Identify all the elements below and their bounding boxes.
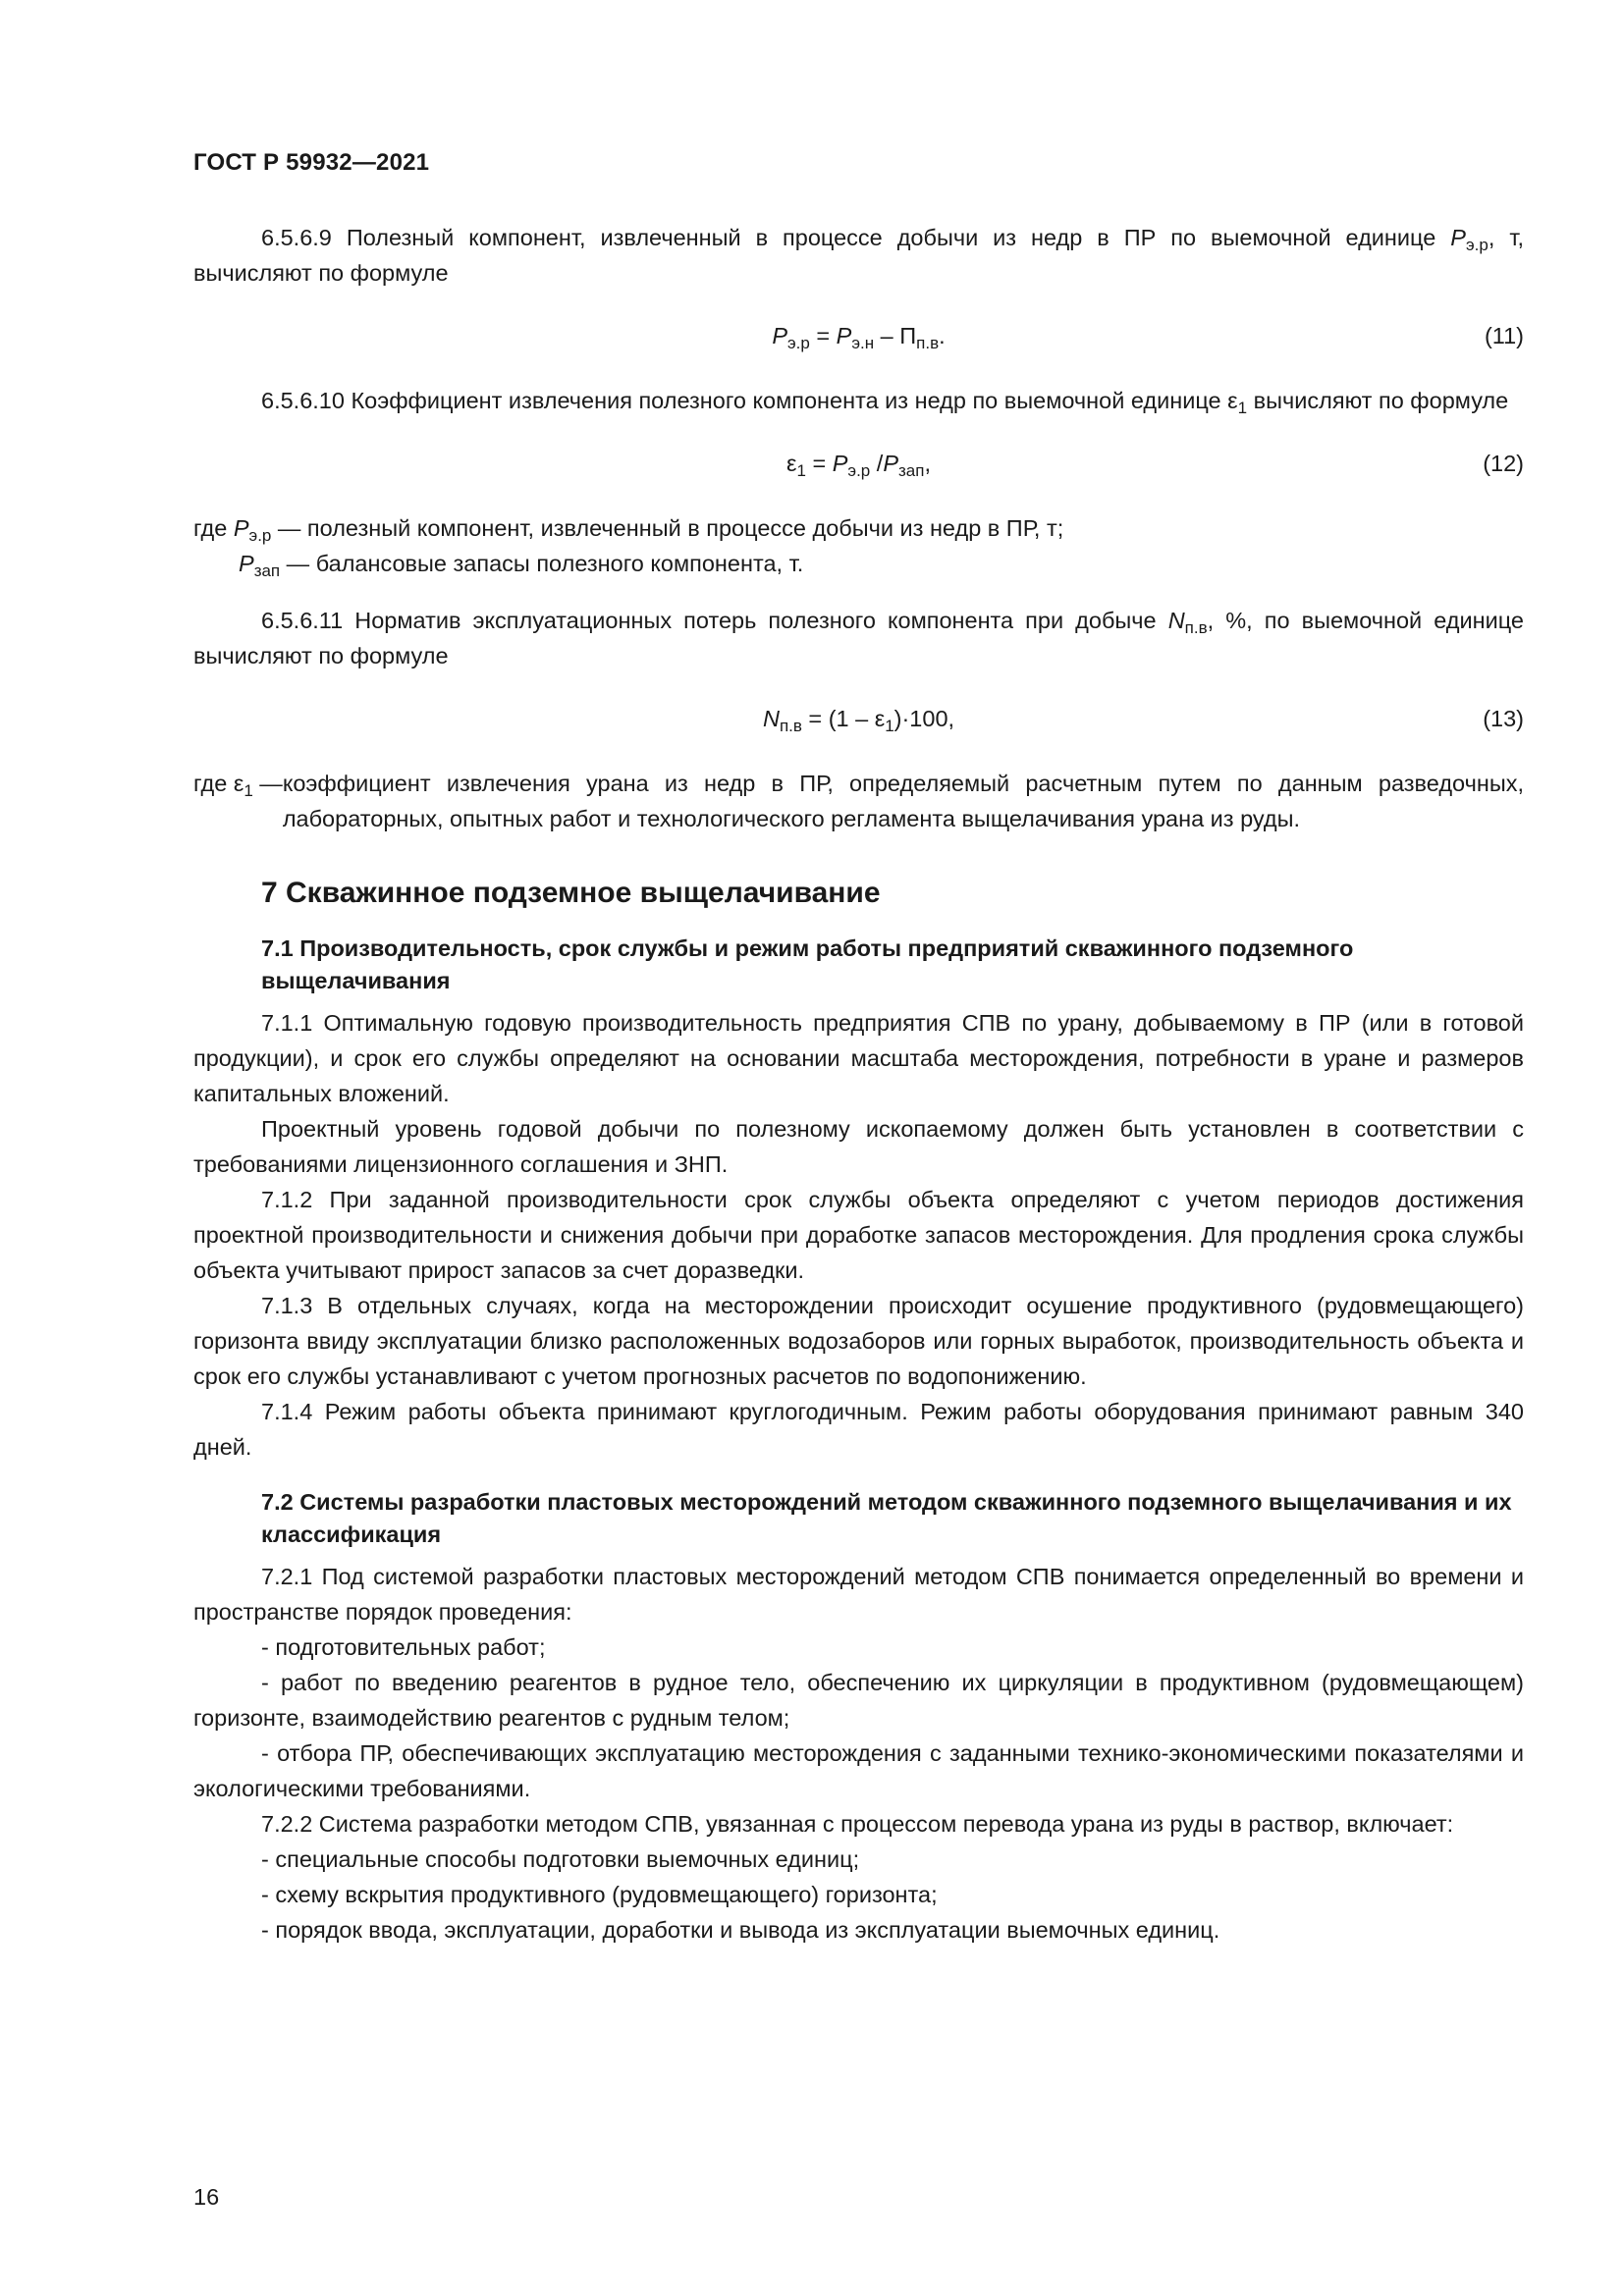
section-7-heading: 7 Скважинное подземное выщелачивание: [261, 877, 881, 909]
paragraph-7-1-2: 7.1.2 При заданной производительности срок службы объекта определяют с учетом периодов достижения проектной производительности и снижения добычи при доработке запасов месторождения. Для продления срока службы объекта учитывают прирост запасов за счет доразведки.: [193, 1187, 1524, 1283]
formula-number: (11): [1484, 323, 1524, 348]
formula-11: $P_{э.р} = P_{э.н} - П_{п.в}$. (11): [193, 318, 1524, 353]
list-item: - специальные способы подготовки выемочных единиц;: [261, 1846, 860, 1872]
list-item: - работ по введению реагентов в рудное тело, обеспечению их циркуляции в продуктивном (рудовмещающем) горизонте, взаимодействию реагентов с рудным телом;: [193, 1670, 1524, 1731]
where-block-12: где $P_{э.р}$ — полезный компонент, извлеченный в процессе добычи из недр в ПР, т; $P_{зап}$ — балансовые запасы полезного компонента, т.: [193, 515, 1064, 580]
list-item: - отбора ПР, обеспечивающих эксплуатацию месторождения с заданными технико-экономическими показателями и экологическими требованиями.: [193, 1740, 1524, 1801]
list-item: - подготовительных работ;: [261, 1634, 546, 1660]
list-item: - схему вскрытия продуктивного (рудовмещающего) горизонта;: [261, 1882, 938, 1907]
paragraph-6-5-6-11: 6.5.6.11 Норматив эксплуатационных потерь полезного компонента при добыче $N_{п.в}$, %, по выемочной единице вычисляют по формуле: [193, 608, 1524, 668]
formula-12: $\varepsilon_1 = P_{э.р}$ $/P_{зап}$, (12): [193, 446, 1524, 481]
where-block-13: где $\varepsilon_1$ — коэффициент извлечения урана из недр в ПР, определяемый расчетным путем по данным разведочных, лабораторных, опытных работ и технологического регламента выщелачивания урана из руды.: [193, 771, 1524, 831]
paragraph-7-2-1: 7.2.1 Под системой разработки пластовых месторождений методом СПВ понимается определенный во времени и пространстве порядок проведения:: [193, 1564, 1524, 1625]
list-item: - порядок ввода, эксплуатации, доработки и вывода из эксплуатации выемочных единиц.: [261, 1917, 1220, 1943]
subsection-7-2-heading: 7.2 Системы разработки пластовых месторождений методом скважинного подземного выщелачивания и их классификация: [261, 1489, 1512, 1547]
formula-number: (12): [1483, 451, 1524, 476]
formula-13: $N_{п.в} = (1 - \varepsilon_1)\cdot 100$, (13): [193, 701, 1524, 736]
paragraph-7-1-3: 7.1.3 В отдельных случаях, когда на месторождении происходит осушение продуктивного (рудовмещающего) горизонта ввиду эксплуатации близко расположенных водозаборов или горных выработок, производительность объекта и срок его службы устанавливают с учетом прогнозных расчетов по водопонижению.: [193, 1293, 1524, 1389]
paragraph-7-2-2: 7.2.2 Система разработки методом СПВ, увязанная с процессом перевода урана из руды в раствор, включает:: [261, 1811, 1454, 1837]
paragraph-6-5-6-9: 6.5.6.9 Полезный компонент, извлеченный в процессе добычи из недр в ПР по выемочной единице $P_{э.р}$, т, вычисляют по формуле: [193, 225, 1525, 286]
subsection-7-1-heading: 7.1 Производительность, срок службы и режим работы предприятий скважинного подземного выщелачивания: [261, 935, 1354, 993]
paragraph-7-1-4: 7.1.4 Режим работы объекта принимают круглогодичным. Режим работы оборудования принимают равным 340 дней.: [193, 1399, 1524, 1460]
page-number: 16: [193, 2184, 220, 2210]
document-body: [193, 220, 1524, 1948]
paragraph-7-1-1: 7.1.1 Оптимальную годовую производительность предприятия СПВ по урану, добываемому в ПР (или в готовой продукции), и срок его службы определяют на основании масштаба месторождения, потребности в уране и размеров капитальных вложений.: [193, 1010, 1524, 1106]
document-header: ГОСТ Р 59932—2021: [193, 149, 430, 176]
paragraph-7-1-1b: Проектный уровень годовой добычи по полезному ископаемому должен быть установлен в соответствии с требованиями лицензионного соглашения и ЗНП.: [193, 1116, 1524, 1177]
paragraph-6-5-6-10: 6.5.6.10 Коэффициент извлечения полезного компонента из недр по выемочной единице $\varepsilon_1$ вычисляют по формуле: [261, 388, 1509, 417]
formula-number: (13): [1483, 706, 1524, 731]
